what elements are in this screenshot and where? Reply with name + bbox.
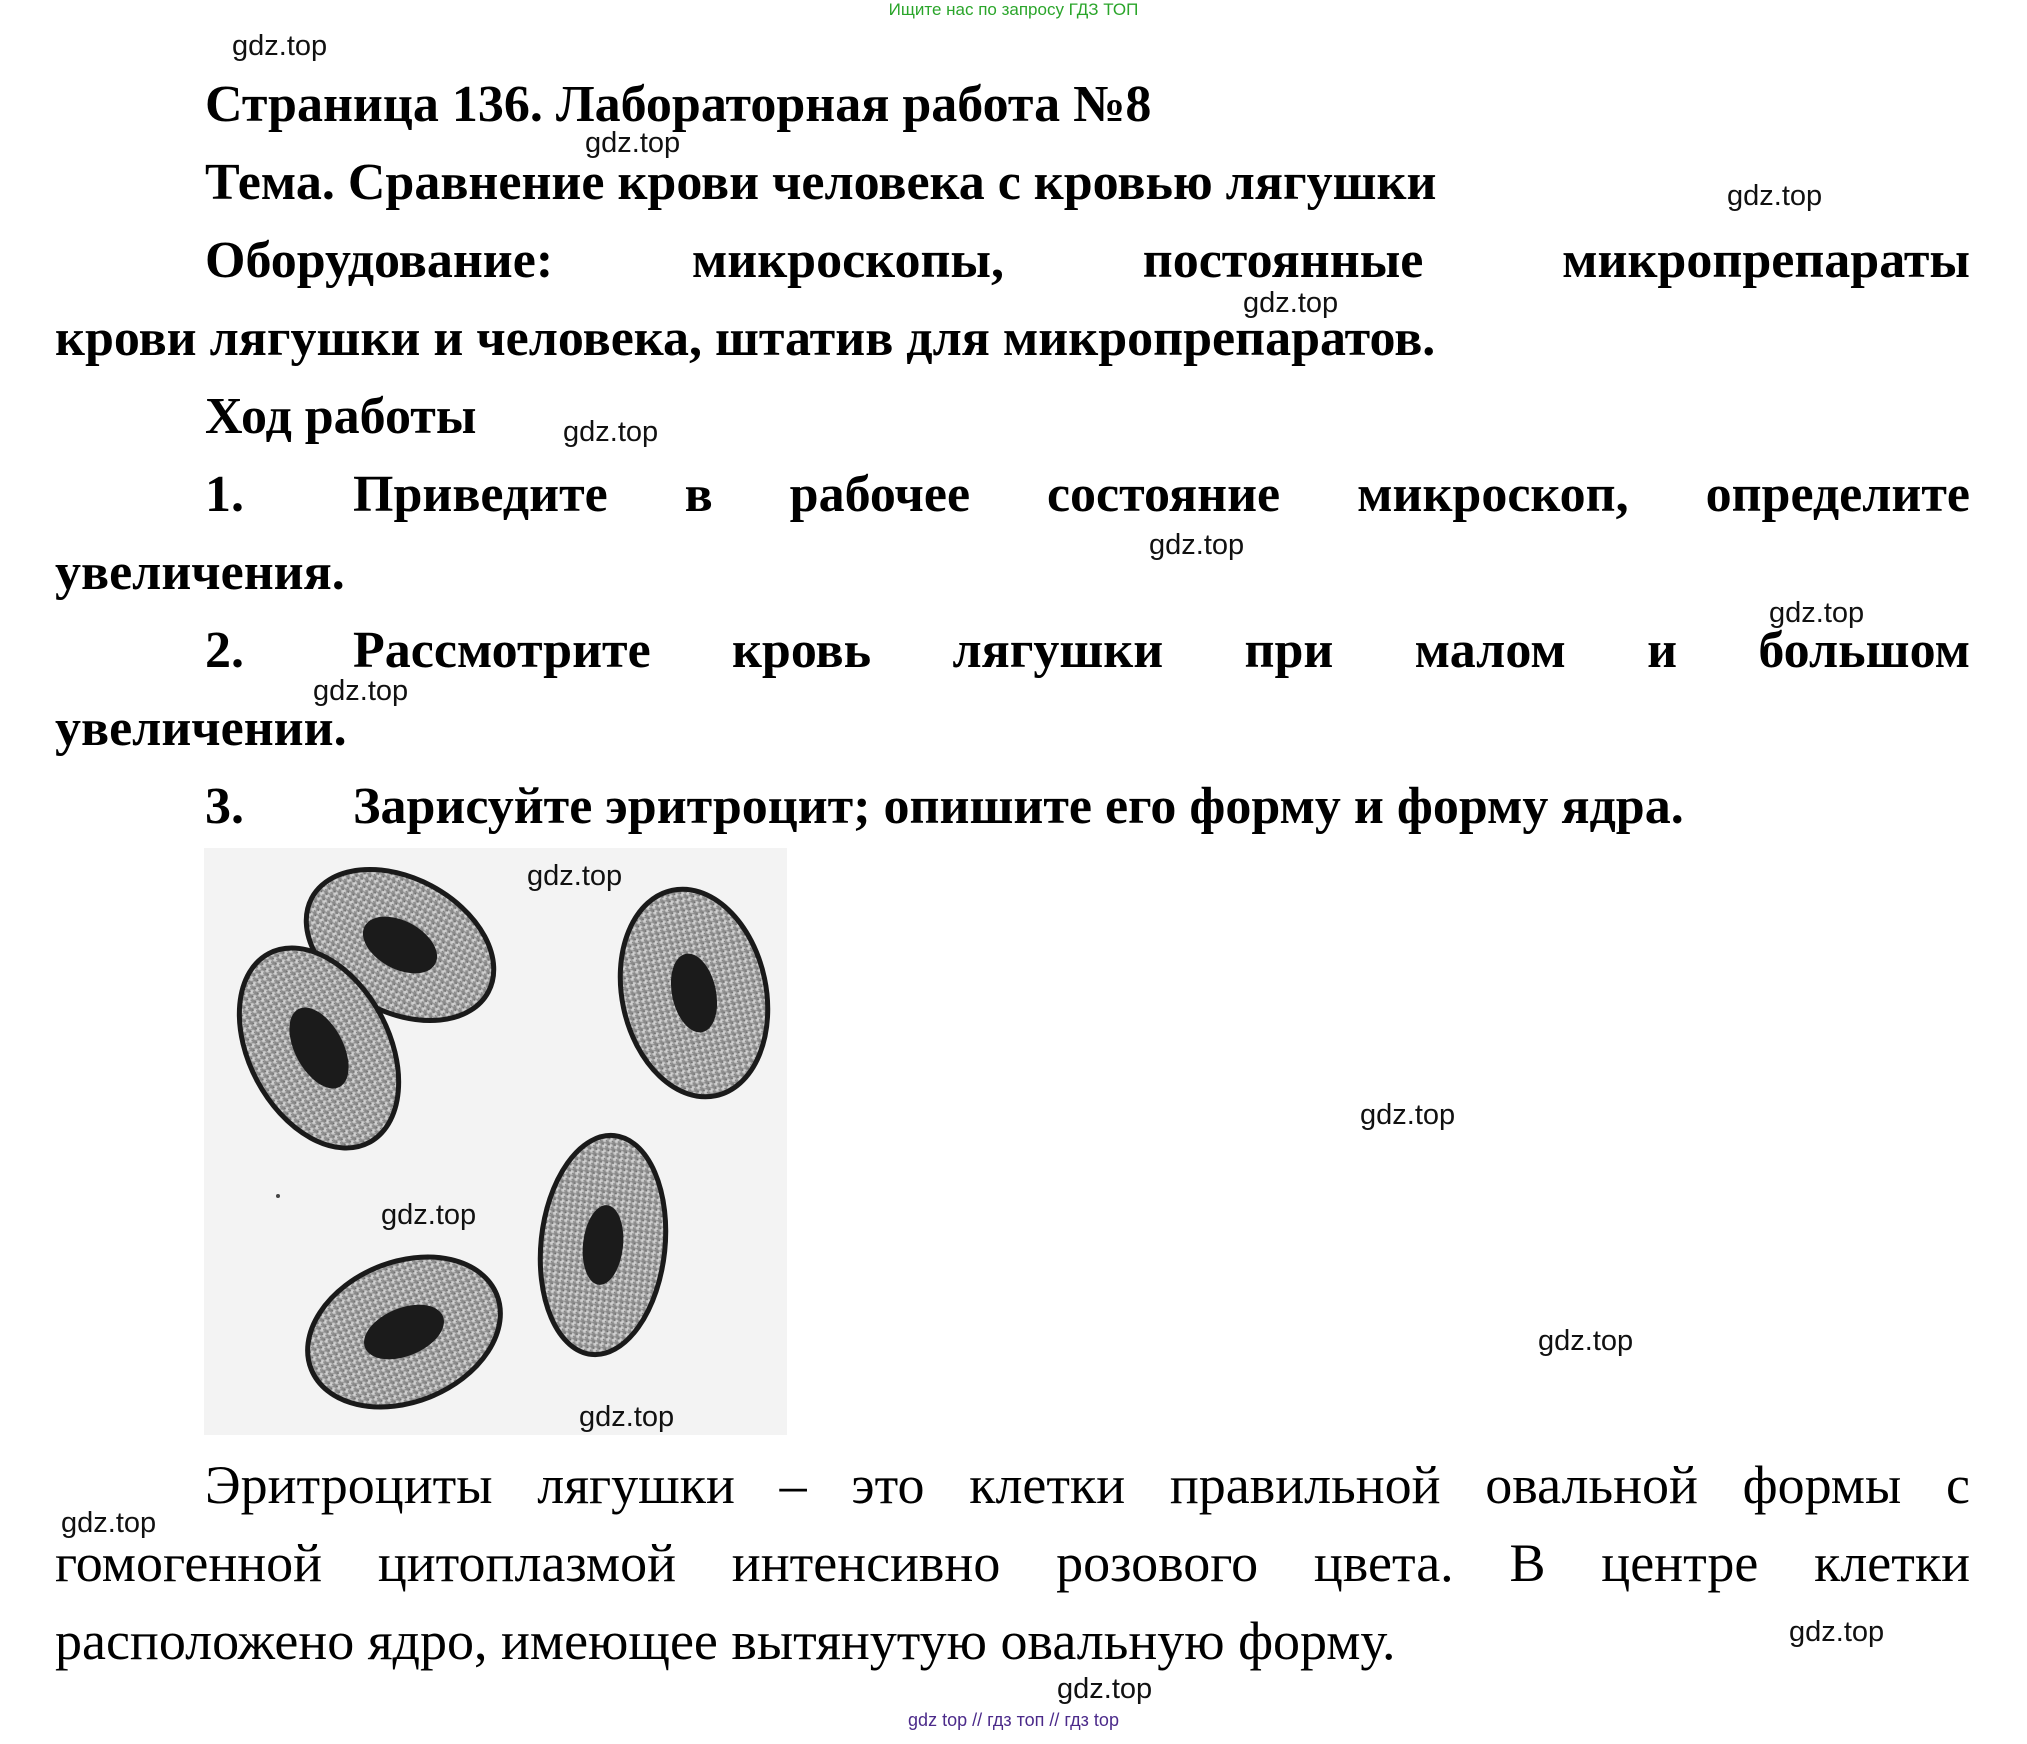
step-2-line-1: Рассмотрите кровь лягушки при малом и большом bbox=[353, 622, 1970, 679]
top-banner[interactable]: Ищите нас по запросу ГДЗ ТОП bbox=[888, 0, 1139, 19]
topic-line: Тема. Сравнение крови человека с кровью лягушки bbox=[205, 154, 1437, 211]
erythrocyte-cell bbox=[602, 875, 787, 1110]
watermark: gdz.top bbox=[585, 127, 681, 159]
step-3-number: 3. bbox=[205, 778, 244, 835]
step-1-line-1: Приведите в рабочее состояние микроскоп, определите bbox=[353, 466, 1970, 523]
step-1-number: 1. bbox=[205, 466, 244, 523]
erythrocyte-illustration-icon bbox=[204, 848, 787, 1435]
watermark: gdz.top bbox=[61, 1507, 157, 1539]
footer-links[interactable]: gdz top // гдз топ // гдз top bbox=[908, 1710, 1119, 1730]
watermark: gdz.top bbox=[232, 30, 328, 62]
watermark: gdz.top bbox=[1149, 529, 1245, 561]
erythrocyte-cell bbox=[285, 1230, 523, 1435]
answer-line-1: Эритроциты лягушки – это клетки правильной овальной формы с bbox=[205, 1455, 1970, 1515]
watermark: gdz.top bbox=[579, 1401, 675, 1433]
watermark: gdz.top bbox=[1057, 1673, 1153, 1705]
watermark: gdz.top bbox=[1538, 1325, 1634, 1357]
watermark: gdz.top bbox=[313, 675, 409, 707]
step-1-line-2: увеличения. bbox=[55, 544, 345, 601]
page-title: Страница 136. Лабораторная работа №8 bbox=[205, 76, 1152, 133]
watermark: gdz.top bbox=[1789, 1616, 1885, 1648]
watermark: gdz.top bbox=[1769, 597, 1865, 629]
equipment-line-2: крови лягушки и человека, штатив для микропрепаратов. bbox=[55, 310, 1436, 367]
watermark: gdz.top bbox=[527, 860, 623, 892]
answer-line-3: расположено ядро, имеющее вытянутую овальную форму. bbox=[55, 1611, 1396, 1671]
equipment-line-1: Оборудование: микроскопы, постоянные микропрепараты bbox=[205, 232, 1970, 289]
step-2-line-2: увеличении. bbox=[55, 700, 347, 757]
watermark: gdz.top bbox=[381, 1199, 477, 1231]
erythrocyte-cell bbox=[530, 1129, 676, 1361]
answer-line-2: гомогенной цитоплазмой интенсивно розового цвета. В центре клетки bbox=[55, 1533, 1970, 1593]
watermark: gdz.top bbox=[1727, 180, 1823, 212]
step-3-line-1: Зарисуйте эритроцит; опишите его форму и форму ядра. bbox=[353, 778, 1684, 835]
watermark: gdz.top bbox=[1360, 1099, 1456, 1131]
procedure-title: Ход работы bbox=[205, 388, 477, 445]
watermark: gdz.top bbox=[563, 416, 659, 448]
step-2-number: 2. bbox=[205, 622, 244, 679]
watermark: gdz.top bbox=[1243, 287, 1339, 319]
